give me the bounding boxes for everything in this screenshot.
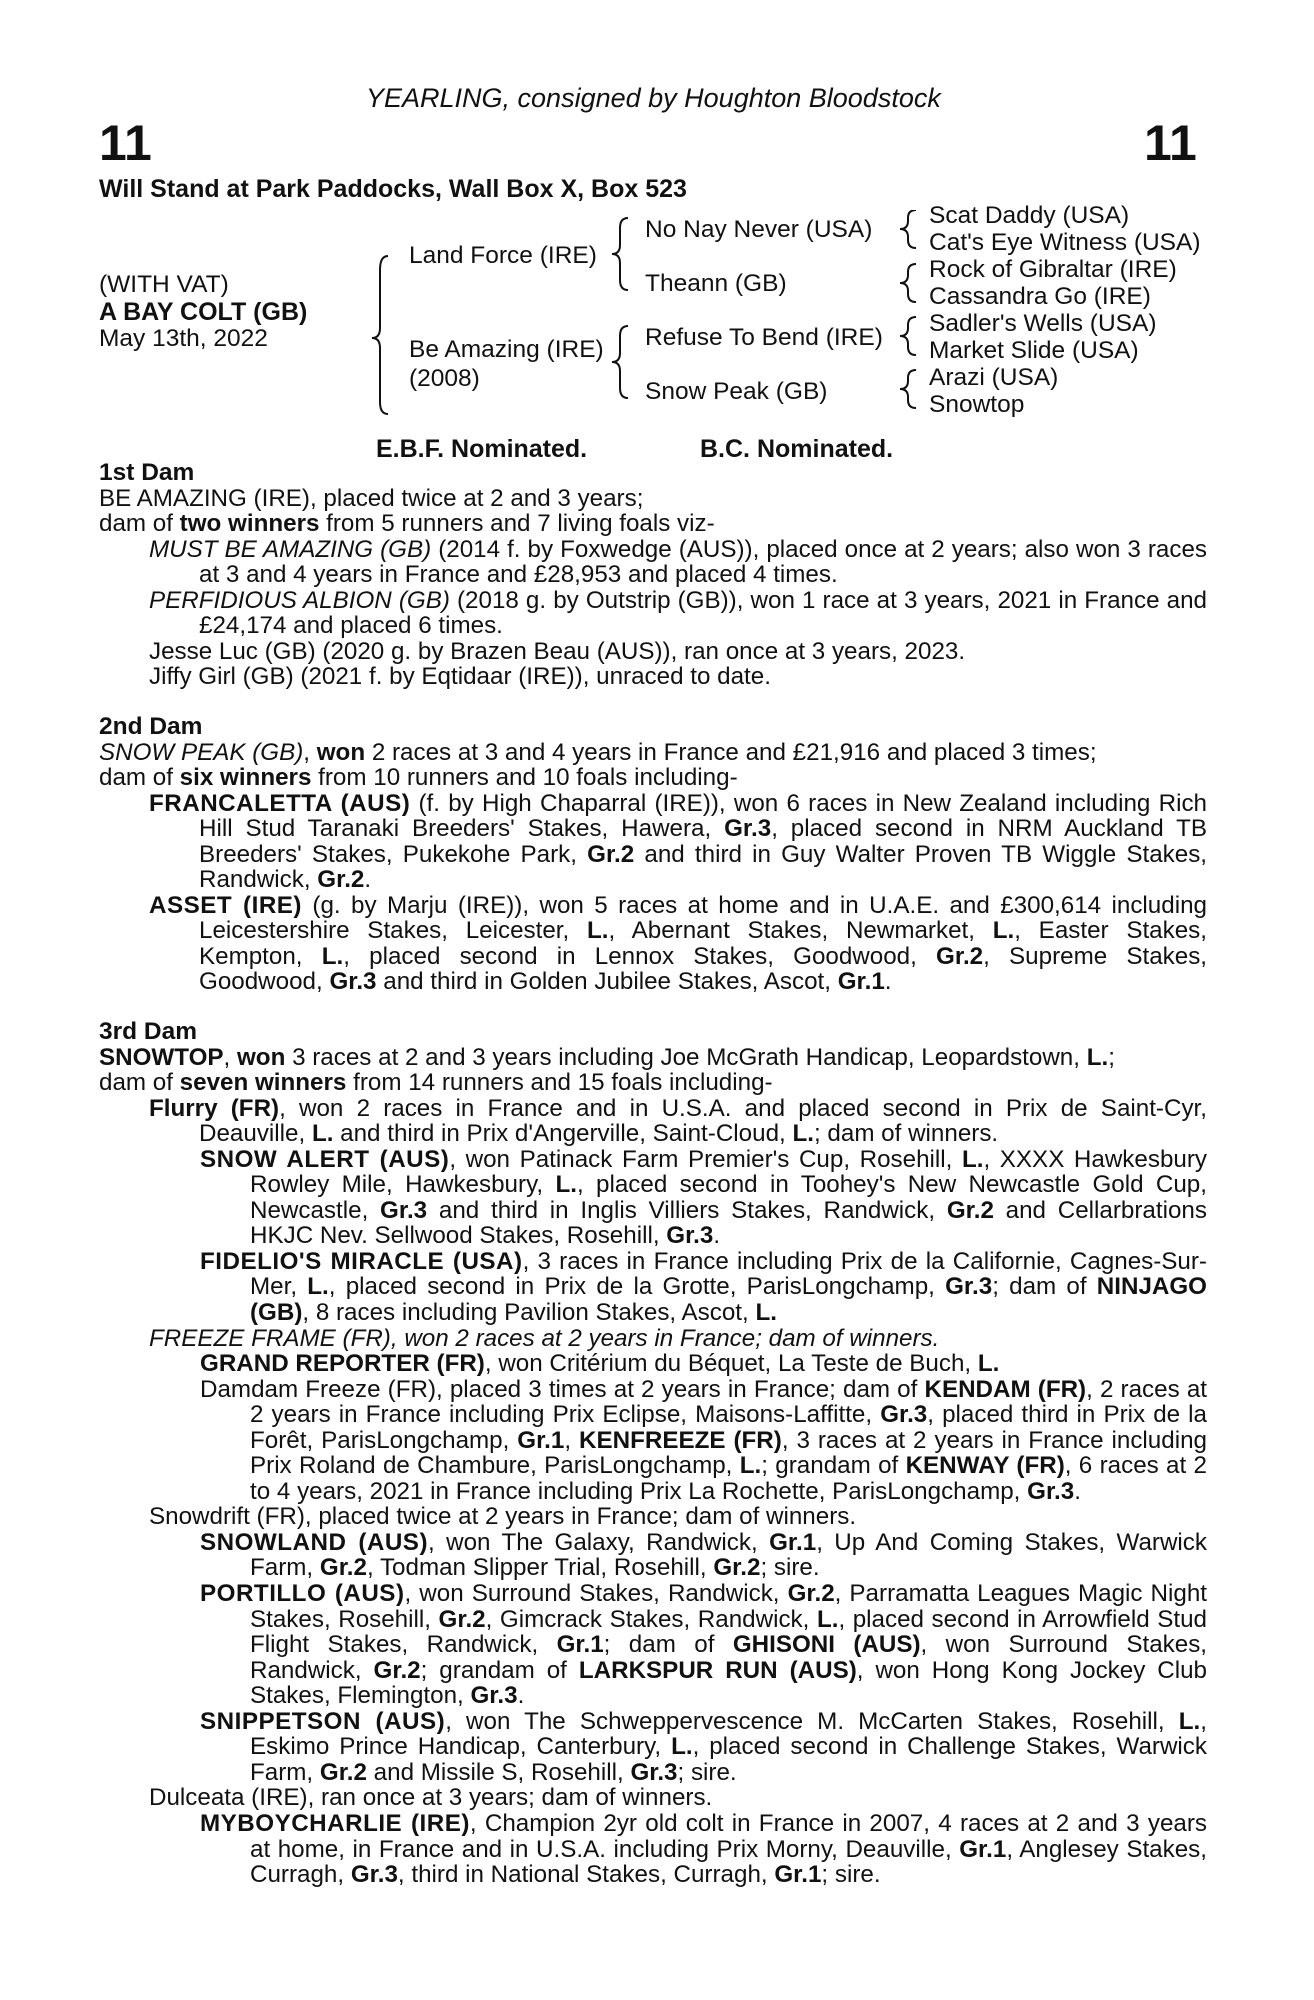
second-dam-line2: dam of six winners from 10 runners and 10 foals including- [99,764,738,792]
snippetson-record: SNIPPETSON (AUS), won The Schweppervescence M. McCarten Stakes, Rosehill, L., Eskimo Prince Handicap, Canterbury, L., placed second in Challenge Stakes, Warwick Farm, Gr.2 and Missile S, Rosehill, Gr.3; sire. [200,1707,1207,1786]
flurry-record: Flurry (FR), won 2 races in France and in U.S.A. and placed second in Prix de Saint-Cyr, Deauville, L. and third in Prix d'Angerville, Saint-Cloud, L.; dam of winners. [149,1094,1207,1148]
lot-number-left: 11 [99,115,152,171]
pedigree-sire: Land Force (IRE) [409,242,597,269]
pedigree-sire-sire: No Nay Never (USA) [645,216,873,243]
pedigree-ddd: Snowtop [929,391,1025,418]
ebf-nomination: E.B.F. Nominated. [376,435,588,463]
consignment-heading: YEARLING, consigned by Houghton Bloodstock [366,83,941,113]
snow-alert-record: SNOW ALERT (AUS), won Patinack Farm Premier's Cup, Rosehill, L., XXXX Hawkesbury Rowley Mile, Hawkesbury, L., placed second in Toohey's New Newcastle Gold Cup, Newcastle, Gr.3 and third in Inglis Villiers Stakes, Randwick, Gr.2 and Cellarbrations HKJC Nev. Sellwood Stakes, Rosehill, Gr.3. [200,1145,1207,1250]
pedigree-sss: Scat Daddy (USA) [929,202,1130,229]
francaletta-record: FRANCALETTA (AUS) (f. by High Chaparral (IRE)), won 6 races in New Zealand including Rich Hill Stud Taranaki Breeders' Stakes, Hawera, Gr.3, placed second in NRM Auckland TB Breeders' Stakes, Pukekohe Park, Gr.2 and third in Guy Walter Proven TB Wiggle Stakes, Randwick, Gr.2. [149,789,1208,894]
pedigree-dds: Arazi (USA) [929,364,1059,391]
produce-record-4: Jiffy Girl (GB) (2021 f. by Eqtidaar (IRE)), unraced to date. [149,663,771,691]
portillo-record: PORTILLO (AUS), won Surround Stakes, Randwick, Gr.2, Parramatta Leagues Magic Night Stakes, Rosehill, Gr.2, Gimcrack Stakes, Randwick, L., placed second in Arrowfield Stud Flight Stakes, Randwick, Gr.1; dam of GHISONI (AUS), won Surround Stakes, Randwick, Gr.2; grandam of LARKSPUR RUN (AUS), won Hong Kong Jockey Club Stakes, Flemington, Gr.3. [200,1580,1208,1710]
pedigree-dss: Sadler's Wells (USA) [929,310,1157,337]
fidelios-miracle-record: FIDELIO'S MIRACLE (USA), 3 races in France including Prix de la Californie, Cagnes-Sur-Mer, L., placed second in Prix de la Grotte, ParisLongchamp, Gr.3; dam of NINJAGO (GB), 8 races including Pavilion Stakes, Ascot, L. [200,1247,1207,1327]
bc-nomination: B.C. Nominated. [700,435,894,463]
first-dam-line2: dam of two winners from 5 runners and 7 living foals viz- [99,510,715,538]
first-dam-line1: BE AMAZING (IRE), placed twice at 2 and 3 years; [99,484,644,512]
pedigree-dam-dam: Snow Peak (GB) [645,378,828,405]
pedigree-sdd: Cassandra Go (IRE) [929,283,1151,310]
second-dam-section [99,714,1207,995]
snowdrift-record: Snowdrift (FR), placed twice at 2 years in France; dam of winners. [149,1503,857,1531]
grand-reporter-record: GRAND REPORTER (FR), won Critérium du Béquet, La Teste de Buch, L. [200,1350,1000,1378]
myboycharlie-record: MYBOYCHARLIE (IRE), Champion 2yr old colt in France in 2007, 4 races at 2 and 3 years at home, in France and in U.S.A. including Prix Morny, Deauville, Gr.1, Anglesey Stakes, Curragh, Gr.3, third in National Stakes, Curragh, Gr.1; sire. [200,1809,1208,1889]
snowland-record: SNOWLAND (AUS), won The Galaxy, Randwick, Gr.1, Up And Coming Stakes, Warwick Farm, Gr.2, Todman Slipper Trial, Rosehill, Gr.2; sire. [200,1528,1207,1582]
pedigree-sds: Rock of Gibraltar (IRE) [929,256,1177,283]
third-dam-line1: SNOWTOP, won 3 races at 2 and 3 years including Joe McGrath Handicap, Leopardstown, L.; [99,1043,1115,1071]
first-dam-section [99,460,1207,690]
produce-record-2: PERFIDIOUS ALBION (GB) (2018 g. by Outstrip (GB)), won 1 race at 3 years, 2021 in France and £24,174 and placed 6 times. [149,586,1207,640]
produce-record-1: MUST BE AMAZING (GB) (2014 f. by Foxwedge (AUS)), placed once at 2 years; also won 3 races at 3 and 4 years in France and £28,953 and placed 4 times. [149,535,1207,589]
horse-dob: May 13th, 2022 [99,325,268,352]
pedigree-ssd: Cat's Eye Witness (USA) [929,229,1201,256]
produce-record-3: Jesse Luc (GB) (2020 g. by Brazen Beau (AUS)), ran once at 3 years, 2023. [149,637,966,665]
pedigree-dam: Be Amazing (IRE) [409,336,604,363]
pedigree-dam-sire: Refuse To Bend (IRE) [645,324,883,351]
freeze-frame-record: FREEZE FRAME (FR), won 2 races at 2 years in France; dam of winners. [149,1324,940,1352]
lot-number-right: 11 [1144,115,1197,171]
third-dam-section [99,1019,1207,1888]
second-dam-heading: 2nd Dam [99,713,203,740]
first-dam-heading: 1st Dam [99,459,195,486]
stand-location: Will Stand at Park Paddocks, Wall Box X, Box 523 [99,175,687,203]
pedigree-dam-year: (2008) [409,365,480,392]
second-dam-line1: SNOW PEAK (GB), won 2 races at 3 and 4 years in France and £21,916 and placed 3 times; [99,738,1097,766]
pedigree-sire-dam: Theann (GB) [645,270,787,297]
pedigree-dsd: Market Slide (USA) [929,337,1139,364]
asset-record: ASSET (IRE) (g. by Marju (IRE)), won 5 races at home and in U.A.E. and £300,614 including Leicestershire Stakes, Leicester, L., Abernant Stakes, Newmarket, L., Easter Stakes, Kempton, L., placed second in Lennox Stakes, Goodwood, Gr.2, Supreme Stakes, Goodwood, Gr.3 and third in Golden Jubilee Stakes, Ascot, Gr.1. [149,891,1208,996]
damdam-freeze-record: Damdam Freeze (FR), placed 3 times at 2 years in France; dam of KENDAM (FR), 2 races at 2 years in France including Prix Eclipse, Maisons-Laffitte, Gr.3, placed third in Prix de la Forêt, ParisLongchamp, Gr.1, KENFREEZE (FR), 3 races at 2 years in France including Prix Roland de Chambure, ParisLongchamp, L.; grandam of KENWAY (FR), 6 races at 2 to 4 years, 2021 in France including Prix La Rochette, ParisLongchamp, Gr.3. [200,1375,1208,1505]
third-dam-line2: dam of seven winners from 14 runners and 15 foals including- [99,1069,773,1097]
vat-note: (WITH VAT) [99,271,229,298]
horse-name: A BAY COLT (GB) [99,298,308,326]
third-dam-heading: 3rd Dam [99,1018,198,1045]
dulceata-record: Dulceata (IRE), ran once at 3 years; dam of winners. [149,1784,713,1812]
